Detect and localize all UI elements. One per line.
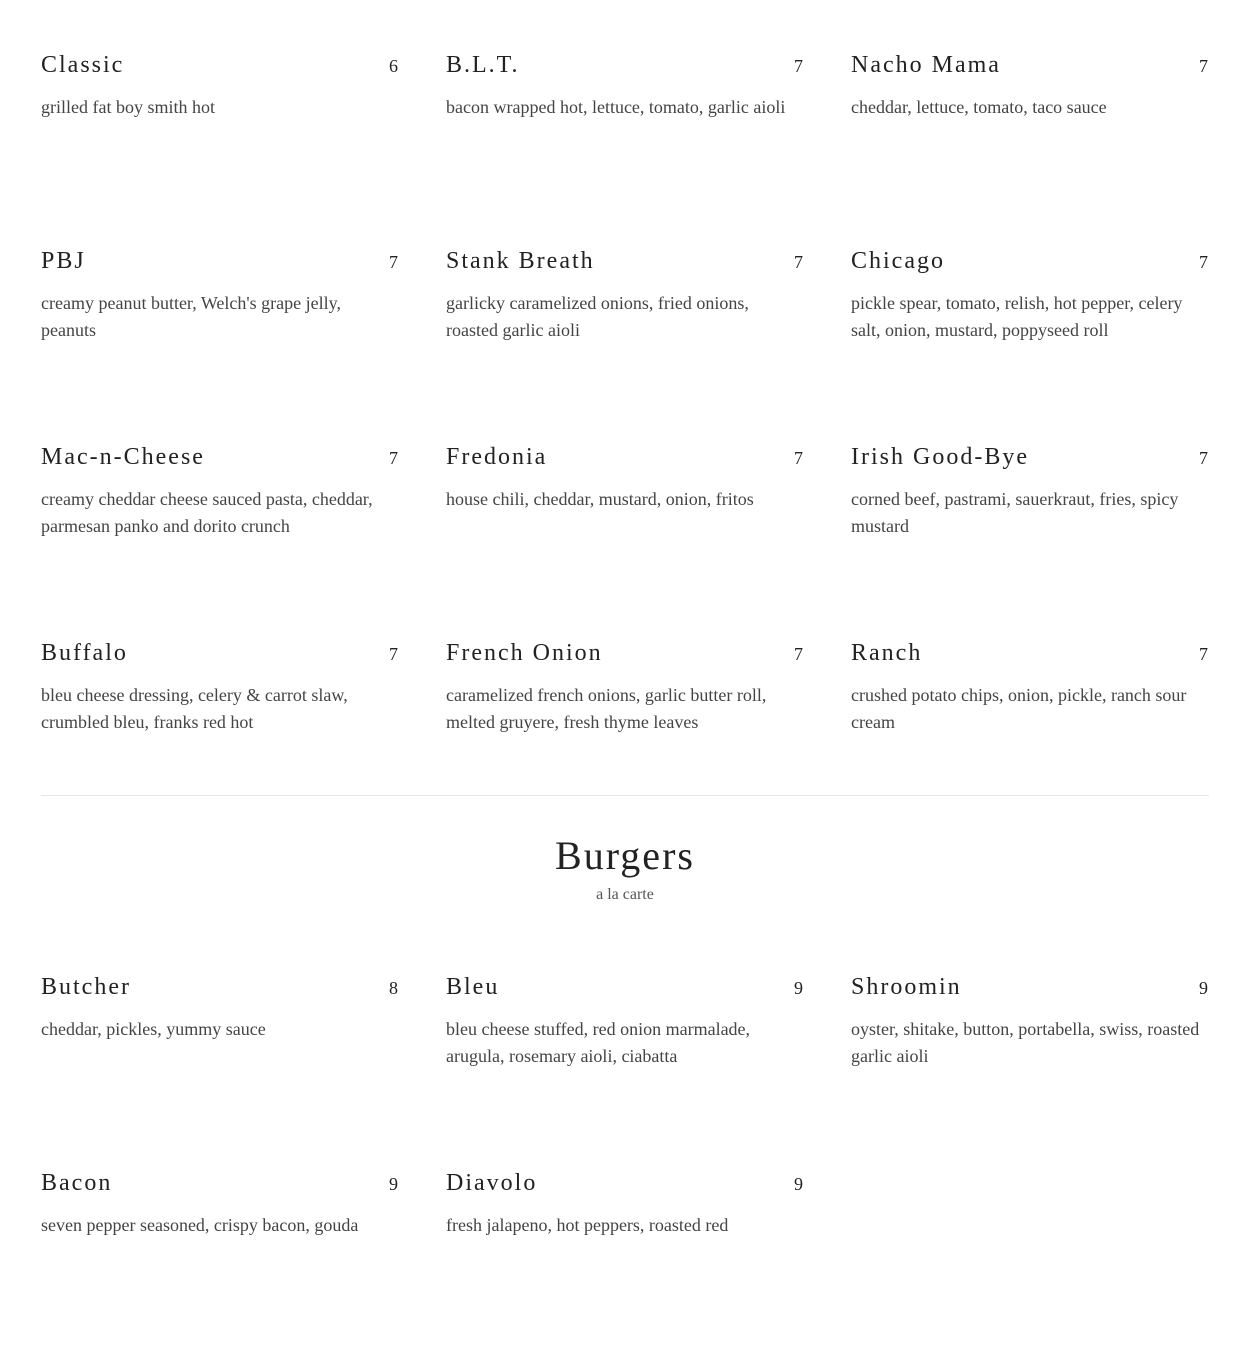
- menu-item-header: [446, 244, 803, 278]
- menu-item-name: PBJ: [41, 248, 86, 274]
- menu-item-header: [446, 440, 803, 474]
- menu-item-name: Fredonia: [446, 444, 548, 470]
- menu-item-description: corned beef, pastrami, sauerkraut, fries, spicy mustard: [851, 489, 1179, 536]
- menu-item-name: Irish Good-Bye: [851, 444, 1029, 470]
- menu-item-description: grilled fat boy smith hot: [41, 97, 215, 117]
- menu-item-header: [446, 48, 803, 82]
- menu-item: [851, 970, 1208, 1166]
- menu-item-description: cheddar, pickles, yummy sauce: [41, 1019, 266, 1039]
- menu-item-price: 7: [1199, 56, 1208, 76]
- menu-item: [446, 1166, 803, 1362]
- menu-item-name: Nacho Mama: [851, 52, 1001, 78]
- menu-item-header: [446, 970, 803, 1004]
- menu-item-header: [851, 636, 1208, 670]
- menu-item-header: [41, 440, 398, 474]
- menu-item-description: cheddar, lettuce, tomato, taco sauce: [851, 97, 1107, 117]
- menu-item-description: creamy cheddar cheese sauced pasta, cheddar, parmesan panko and dorito crunch: [41, 489, 373, 536]
- menu-item-description: creamy peanut butter, Welch's grape jelly, peanuts: [41, 293, 341, 340]
- menu-item: [446, 440, 803, 636]
- menu-item-name: Ranch: [851, 640, 923, 666]
- menu-item-header: [851, 48, 1208, 82]
- menu-item-name: Diavolo: [446, 1170, 538, 1196]
- menu-item-description: seven pepper seasoned, crispy bacon, gouda: [41, 1215, 359, 1235]
- menu-item-description: garlicky caramelized onions, fried onions, roasted garlic aioli: [446, 293, 749, 340]
- menu-item-price: 7: [1199, 644, 1208, 664]
- menu-item: [41, 636, 398, 832]
- menu-item-description: oyster, shitake, button, portabella, swiss, roasted garlic aioli: [851, 1019, 1200, 1066]
- menu-item: [851, 244, 1208, 440]
- menu-item: [446, 636, 803, 832]
- menu-item-name: Bleu: [446, 974, 500, 1000]
- menu-item-description: fresh jalapeno, hot peppers, roasted red: [446, 1215, 729, 1235]
- menu-item-price: 7: [794, 448, 803, 468]
- menu-item-price: 9: [794, 978, 803, 998]
- menu-item: [446, 970, 803, 1166]
- menu-item-name: Mac-n-Cheese: [41, 444, 205, 470]
- menu-item-name: French Onion: [446, 640, 603, 666]
- menu-item-name: B.L.T.: [446, 52, 520, 78]
- menu-item: [41, 48, 398, 244]
- menu-item-price: 9: [1199, 978, 1208, 998]
- hotdog-menu-grid: [41, 48, 1209, 832]
- menu-item-price: 9: [794, 1174, 803, 1194]
- menu-item-name: Bacon: [41, 1170, 113, 1196]
- menu-item: [851, 440, 1208, 636]
- burger-menu-grid: [41, 970, 1209, 1362]
- menu-item-price: 7: [794, 252, 803, 272]
- menu-item-price: 8: [389, 978, 398, 998]
- menu-item-description: bleu cheese stuffed, red onion marmalade, arugula, rosemary aioli, ciabatta: [446, 1019, 751, 1066]
- menu-item-header: [41, 48, 398, 82]
- menu-item-price: 7: [794, 644, 803, 664]
- menu-item-price: 7: [1199, 448, 1208, 468]
- menu-item: [851, 48, 1208, 244]
- menu-item-header: [41, 1166, 398, 1200]
- menu-item: [41, 244, 398, 440]
- menu-item-description: caramelized french onions, garlic butter roll, melted gruyere, fresh thyme leaves: [446, 685, 767, 732]
- menu-item-header: [41, 636, 398, 670]
- menu-item-price: 7: [389, 644, 398, 664]
- menu-item: [41, 440, 398, 636]
- menu-item: [851, 636, 1208, 832]
- menu-item-price: 6: [389, 56, 398, 76]
- menu-item: [41, 1166, 398, 1362]
- menu-item-price: 9: [389, 1174, 398, 1194]
- menu-item-price: 7: [794, 56, 803, 76]
- section-divider: [41, 795, 1209, 796]
- menu-item: [446, 48, 803, 244]
- section-title-burgers: Burgers: [555, 833, 695, 878]
- menu-item-description: pickle spear, tomato, relish, hot pepper, celery salt, onion, mustard, poppyseed roll: [851, 293, 1183, 340]
- menu-item-header: [851, 970, 1208, 1004]
- menu-item-name: Stank Breath: [446, 248, 595, 274]
- menu-item-description: crushed potato chips, onion, pickle, ranch sour cream: [851, 685, 1187, 732]
- menu-item-description: bleu cheese dressing, celery & carrot slaw, crumbled bleu, franks red hot: [41, 685, 348, 732]
- menu-item: [41, 970, 398, 1166]
- menu-item-header: [446, 636, 803, 670]
- menu-item-header: [851, 244, 1208, 278]
- menu-item-header: [41, 244, 398, 278]
- menu-item: [446, 244, 803, 440]
- menu-item-name: Chicago: [851, 248, 945, 274]
- menu-item-price: 7: [389, 252, 398, 272]
- menu-item-price: 7: [389, 448, 398, 468]
- menu-item-description: house chili, cheddar, mustard, onion, fritos: [446, 489, 754, 509]
- section-subtitle: a la carte: [596, 886, 654, 903]
- menu-item-price: 7: [1199, 252, 1208, 272]
- menu-item-name: Shroomin: [851, 974, 962, 1000]
- menu-item-header: [851, 440, 1208, 474]
- menu-item-header: [41, 970, 398, 1004]
- menu-item-header: [446, 1166, 803, 1200]
- menu-item-name: Buffalo: [41, 640, 128, 666]
- menu-item-name: Butcher: [41, 974, 131, 1000]
- menu-item-description: bacon wrapped hot, lettuce, tomato, garlic aioli: [446, 97, 786, 117]
- menu-item-name: Classic: [41, 52, 125, 78]
